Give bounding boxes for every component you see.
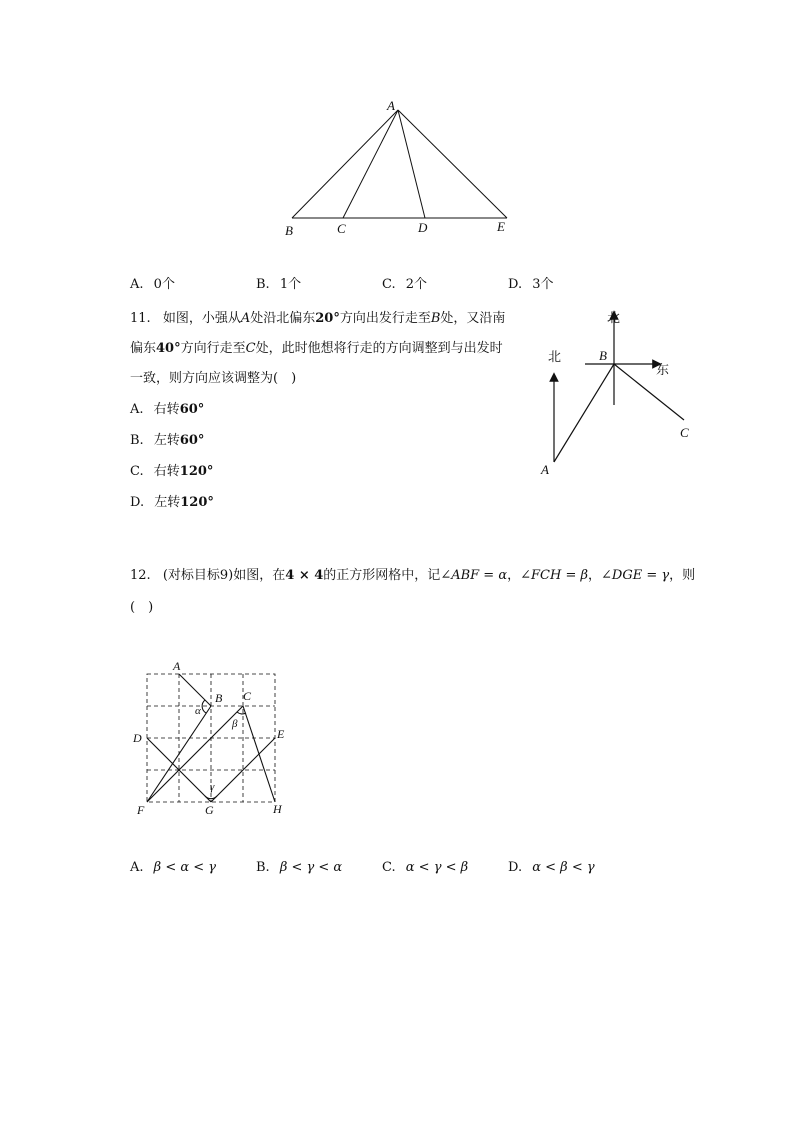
q11-line-3: 一致，则方向应该调整为( ) [130, 371, 297, 386]
q10-option-b-text: 1个 [279, 277, 302, 292]
label-c: C [337, 221, 346, 236]
q12-line-2: ( ) [130, 600, 154, 615]
segment-ab [292, 110, 398, 218]
label-c: C [243, 689, 252, 703]
label-a: A [387, 98, 395, 113]
label-east: 东 [656, 362, 670, 377]
label-h: H [273, 802, 282, 816]
q11-number: 11. [130, 311, 151, 326]
compass-figure [535, 305, 705, 485]
segment-fc [147, 706, 243, 802]
q12-option-b[interactable]: B. β < γ < α [256, 860, 343, 875]
label-g: G [205, 803, 214, 817]
q10-option-c[interactable]: C. 2个 [382, 277, 428, 292]
q12-number: 12. [130, 568, 151, 583]
q12-line-1: 12. (对标目标9)如图，在4 × 4的正方形网格中，记∠ABF = α，∠FCH = β，∠DGE = γ，则 [130, 568, 696, 583]
q11-option-c[interactable]: C. 右转120° [130, 464, 214, 479]
label-gamma: γ [210, 781, 215, 793]
label-e: E [497, 219, 505, 234]
label-a: A [173, 659, 181, 673]
q11-option-b[interactable]: B. 左转60° [130, 433, 205, 448]
arc-alpha [202, 700, 206, 713]
label-alpha: α [195, 705, 201, 717]
label-b: B [599, 348, 607, 363]
triangle-figure [280, 95, 520, 245]
label-d: D [418, 220, 428, 235]
label-beta: β [232, 718, 238, 730]
q10-option-d-text: 3个 [532, 277, 554, 292]
q10-option-c-text: 2个 [405, 277, 428, 292]
segment-ac [343, 110, 398, 218]
q12-option-d[interactable]: D. α < β < γ [508, 860, 595, 875]
q12-option-a[interactable]: A. β < α < γ [130, 860, 217, 875]
q10-option-a[interactable]: A. 0个 [130, 277, 175, 292]
label-e: E [277, 727, 285, 741]
q11-option-d[interactable]: D. 左转120° [130, 495, 214, 510]
label-f: F [137, 803, 145, 817]
label-b: B [285, 223, 293, 238]
label-a: A [541, 462, 549, 477]
segment-ab [179, 674, 211, 706]
q12-option-c[interactable]: C. α < γ < β [382, 860, 469, 875]
segment-ab [554, 364, 614, 462]
segment-ad [398, 110, 425, 218]
label-north-top: 北 [607, 310, 621, 325]
grid-figure [125, 650, 305, 825]
q11-line-2: 偏东40°方向行走至C处，此时他想将行走的方向调整到与出发时 [130, 341, 503, 356]
label-b: B [215, 691, 223, 705]
label-north-left: 北 [548, 349, 562, 364]
q11-option-a[interactable]: A. 右转60° [130, 402, 205, 417]
q11-line-1: 11. 如图，小强从A处沿北偏东20°方向出发行走至B处，又沿南 [130, 311, 506, 326]
label-d: D [133, 731, 142, 745]
q10-option-a-text: 0个 [153, 277, 175, 292]
q10-option-d[interactable]: D. 3个 [508, 277, 554, 292]
q10-option-b[interactable]: B. 1个 [256, 277, 302, 292]
segment-ae [398, 110, 507, 218]
segment-bc [614, 364, 684, 420]
label-c: C [680, 425, 689, 440]
